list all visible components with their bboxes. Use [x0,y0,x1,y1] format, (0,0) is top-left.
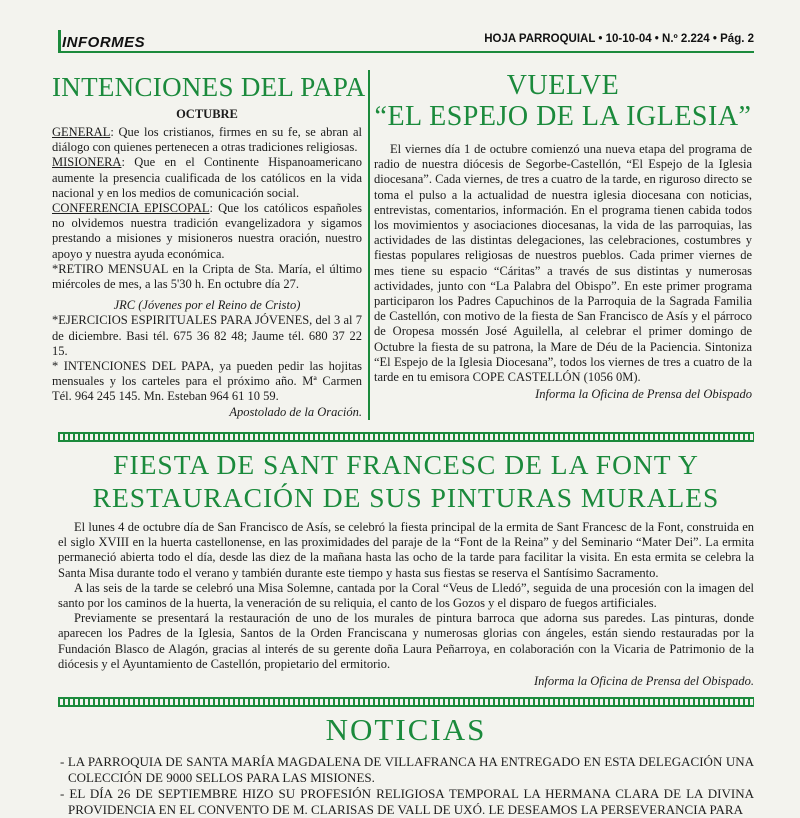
page-header [58,30,754,52]
fiesta-paragraph-2: A las seis de la tarde se celebró una Misa Solemne, cantada por la Coral “Veus de Lledó”, seguida de una procesión con la imagen del santo por los caminos de la huerta, la veneración de su reliquia, el canto de los Gozos y el disparo de fuegos artificiales. [58,580,754,611]
section-name: NFORMES [66,34,146,51]
section-label [58,30,145,52]
list-item: - EL DÍA 26 DE SEPTIEMBRE HIZO SU PROFESIÓN RELIGIOSA TEMPORAL LA HERMANA CLARA DE LA DIVINA PROVIDENCIA EN EL CONVENTO DE M. CLARISAS DE VALL DE UXÓ. LE DESEAMOS LA PERSEVERANCIA PARA [60,786,754,817]
noticias-list [58,754,754,818]
section-rule [58,697,754,707]
conferencia-label: CONFERENCIA EPISCOPAL [52,201,210,216]
jrc-heading: JRC (Jóvenes por el Reino de Cristo) [113,298,301,313]
intencion-conferencia [52,201,362,262]
intencion-misionera [52,155,362,201]
list-item: - LA PARROQUIA DE SANTA MARÍA MAGDALENA DE VILLAFRANCA HA ENTREGADO EN ESTA DELEGACIÓN UNA COLECCIÓN DE 9000 SELLOS PARA LAS MISIONES. [60,754,754,785]
column-divider [368,70,370,420]
espejo-signature: Informa la Oficina de Prensa del Obispado [535,387,752,402]
ejercicios-note: *EJERCICIOS ESPIRITUALES PARA JÓVENES, del 3 al 7 de diciembre. Basi tél. 675 36 82 48; Jaume tél. 680 37 22 15. [52,313,362,358]
general-label: GENERAL [52,125,111,139]
section-rule [58,432,754,442]
misionera-text: : Que en el Continente Hispanoamericano aumente la presencia cualificada de los católicos en la vida nacional y en los medios de comunicación social. [52,155,362,200]
retiro-note: *RETIRO MENSUAL en la Cripta de Sta. María, el último miércoles de mes, a las 5'30 h. En octubre día 27. [52,261,362,292]
noticias-article [58,712,754,818]
espejo-article [374,70,752,402]
section-initial: I [62,34,67,51]
intenciones-title: INTENCIONES DEL PAPA [52,72,366,102]
section-bar [58,30,61,52]
noticias-title: NOTICIAS [325,712,487,747]
fiesta-signature: Informa la Oficina de Prensa del Obispado. [533,674,754,689]
intenciones-signature: Apostolado de la Oración. [229,404,362,419]
intenciones-month: OCTUBRE [176,107,238,121]
misionera-label: MISIONERA [52,155,122,170]
header-rule [58,51,754,53]
intencion-general [52,125,362,155]
espejo-title-line1: VUELVE [506,70,620,101]
espejo-body: El viernes día 1 de octubre comienzó una nueva etapa del programa de radio de nuestra diócesis de Segorbe-Castellón, “El Espejo de la Iglesia diocesana”. Cada viernes, de tres a cuatro de la tarde, en riguroso directo se toma el pulso a la actualidad de nuestra iglesia diocesana con noticias, entrevistas, comentarios, información. En el programa tienen cabida todos los movimientos y asociaciones diocesanas, la vida de las parroquias, las actividades de las distintas delegaciones, las celebraciones, costumbres y fiestas populares religiosas de nuestros pueblos. Cada primer viernes de mes tiene su espacio “Cáritas” a través de sus distintas y numerosas actividades, junto con “La Palabra del Obispo”. En este primer programa participaron los Padres Capuchinos de la Parroquia de la Sagrada Familia de Castellón, con motivo de la fiesta de San Francisco de Asís y el párroco de Oropesa mossén José Aguilella, al celebrar el primer domingo de Octubre la fiesta de su patrona, la Mare de Déu de la Paciencia. Sintoniza “El Espejo de la Iglesia Diocesana”, todos los viernes de tres a cuatro de la tarde en tu emisora COPE CASTELLÓN (1056 0M). [374,142,752,385]
fiesta-paragraph-3: Previamente se presentará la restauración de uno de los murales de pintura barroca que adorna sus paredes. Las pinturas, donde aparecen los Padres de la Iglesia, Santos de la Orden Franciscana y numerosas glorias con ángeles, están siendo restauradas por la Fundación Blasco de Alagón, gracias al interés de su gerente doña Laura Peñarroya, en colaboración con la Vicaria de Patrimonio de la diócesis y el Ayuntamiento de Castellón, propietario del ermitorio. [58,611,754,671]
issue-info: HOJA PARROQUIAL • 10-10-04 • N.º 2.224 • Pág. 2 [484,33,754,45]
fiesta-paragraph-1: El lunes 4 de octubre día de San Francisco de Asís, se celebró la fiesta principal de la ermita de Sant Francesc de la Font, construida en el siglo XVIII en la huerta castellonense, en las proximidades del paraje de la “Font de la Reina” y del Seminario “Mater Dei”. La ermita permaneció abierta todo el día, desde las diez de la mañana hasta las ocho de la tarde para facilitar la visita. En esta ermita se celebra la Santa Misa durante todo el verano y también durante este tiempo y hasta sus fiestas se reserva el Santísimo Sacramento. [58,520,754,580]
general-text: : Que los cristianos, firmes en su fe, se abran al diálogo con quienes pertenecen a otras tradiciones religiosas. [52,125,362,155]
intenciones-article [52,72,366,420]
conferencia-text: : Que los católicos españoles no olvidemos nuestra tradición evangelizadora y sigamos prestando a misiones y misioneros nuestra oración, nuestro apoyo y nuestra ayuda económica. [52,201,362,261]
fiesta-article [58,448,754,689]
espejo-title-line2: “EL ESPEJO DE LA IGLESIA” [374,101,752,132]
fiesta-title-line1: FIESTA DE SANT FRANCESC DE LA FONT Y [113,449,699,480]
intenciones-note: * INTENCIONES DEL PAPA, ya pueden pedir las hojitas mensuales y los carteles para el próximo año. Mª Carmen Tél. 964 245 145. Mn. Esteban 964 61 10 59. [52,359,362,404]
fiesta-title-line2: RESTAURACIÓN DE SUS PINTURAS MURALES [92,482,720,513]
